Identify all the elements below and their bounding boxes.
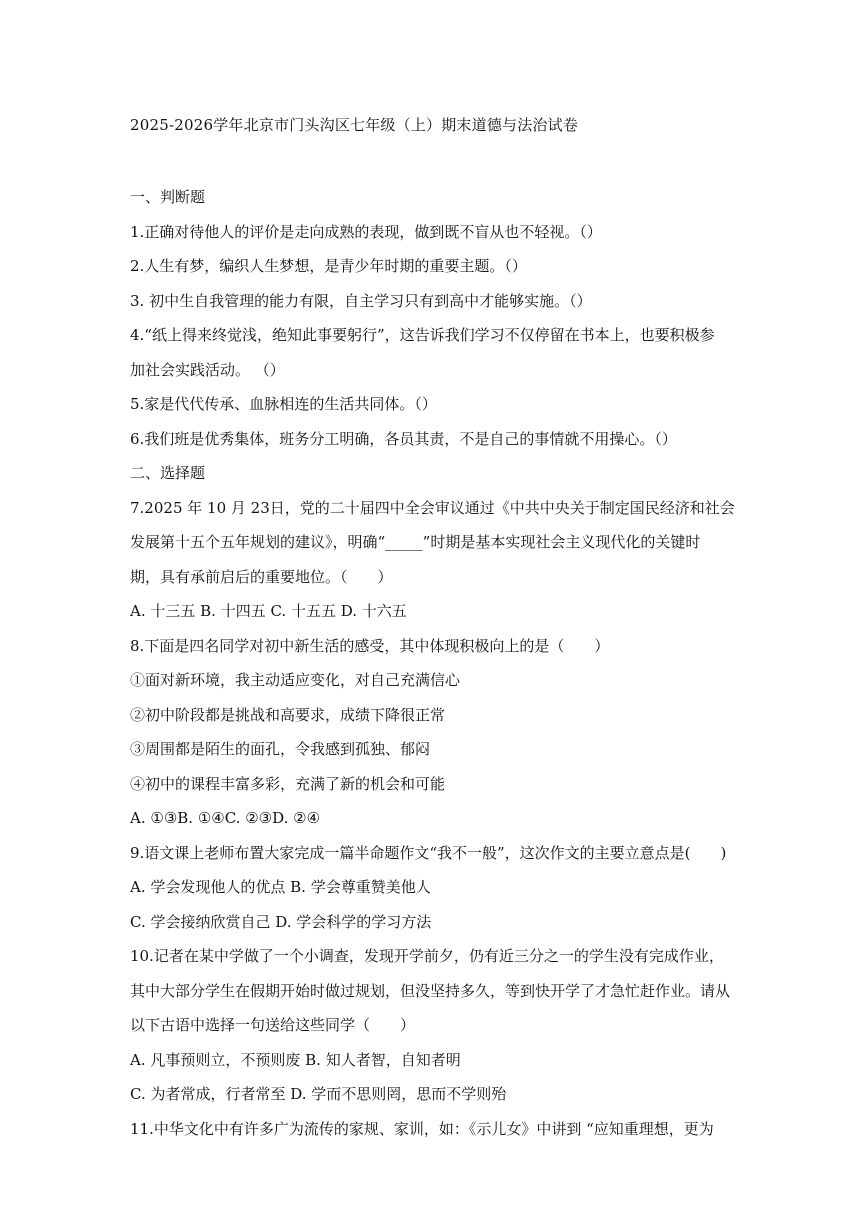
answer-options: C. 为者常成，行者常至 D. 学而不思则罔，思而不学则殆 [130,1085,507,1103]
question-line: 6.我们班是优秀集体，班务分工明确，各员其责，不是自己的事情就不用操心。（） [130,429,677,448]
question-line: 4.“纸上得来终觉浅，绝知此事要躬行”，这告诉我们学习不仅停留在书本上，也要积极参 [130,326,715,344]
answer-options: C. 学会接纳欣赏自己 D. 学会科学的学习方法 [130,912,432,931]
question-line: 3. 初中生自我管理的能力有限，自主学习只有到高中才能够实施。（） [130,291,592,310]
question-line: 9.语文课上老师布置大家完成一篇半命题作文“我不一般”，这次作文的主要立意点是( ) [130,843,727,862]
statement-item: ③周围都是陌生的面孔，令我感到孤独、郁闷 [130,740,431,758]
section-heading-choice: 二、选择题 [130,464,206,482]
statement-item: ④初中的课程丰富多彩，充满了新的机会和可能 [130,774,446,793]
question-line: 发展第十五个五年规划的建议》，明确“_____”时期是基本实现社会主义现代化的关键时 [130,533,701,551]
answer-options: A. 凡事预则立，不预则废 B. 知人者智，自知者明 [130,1050,461,1069]
page-title: 2025-2026学年北京市门头沟区七年级（上）期末道德与法治试卷 [130,116,579,134]
question-line: 其中大部分学生在假期开始时做过规划，但没坚持多久，等到快开学了才急忙赶作业。请从 [130,981,731,1000]
question-line: 11.中华文化中有许多广为流传的家规、家训，如：《示儿女》中讲到 “应知重理想，更为 [130,1119,714,1138]
answer-options: A. ①③B. ①④C. ②③D. ②④ [130,809,321,827]
question-line: 10.记者在某中学做了一个小调查，发现开学前夕，仍有近三分之一的学生没有完成作业， [130,947,724,965]
question-line: 2.人生有梦，编织人生梦想，是青少年时期的重要主题。（） [130,257,527,275]
question-line: 5.家是代代传承、血脉相连的生活共同体。（） [130,395,437,413]
answer-options: A. 十三五 B. 十四五 C. 十五五 D. 十六五 [130,602,407,620]
answer-options: A. 学会发现他人的优点 B. 学会尊重赞美他人 [130,878,431,896]
question-line: 8.下面是四名同学对初中新生活的感受，其中体现积极向上的是（ ） [130,636,610,655]
question-line: 7.2025 年 10 月 23日，党的二十届四中全会审议通过《中共中央关于制定国民经济和社会 [130,498,735,517]
question-line: 1.正确对待他人的评价是走向成熟的表现，做到既不盲从也不轻视。（） [130,222,602,241]
question-line: 以下古语中选择一句送给这些同学（ ） [130,1016,416,1034]
section-heading-judgement: 一、判断题 [130,188,206,206]
question-body [130,180,740,1146]
statement-item: ②初中阶段都是挑战和高要求，成绩下降很正常 [130,705,446,724]
question-line: 期，具有承前启后的重要地位。（ ） [130,567,393,586]
question-line: 加社会实践活动。 （） [130,360,285,379]
statement-item: ①面对新环境，我主动适应变化，对自己充满信心 [130,671,461,689]
